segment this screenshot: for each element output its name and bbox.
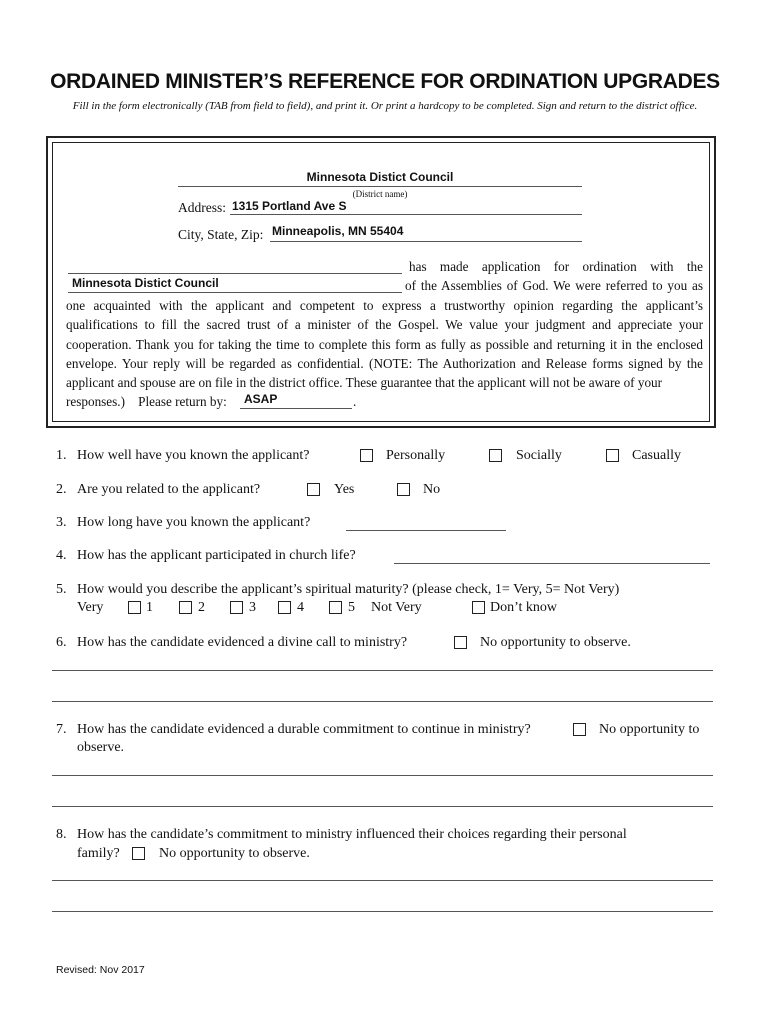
city-state-zip-line [270,241,582,242]
q8-text-cont: family? [77,846,120,861]
q3-text: How long have you known the applicant? [77,515,311,530]
q1-number: 1. [56,448,67,463]
q8-answer-line-1[interactable] [52,880,713,881]
application-text-2: of the Assemblies of God. We were referred to you as [405,278,703,293]
q1-casually-label: Casually [632,448,681,463]
q4-answer-line[interactable] [394,563,710,564]
q6-text: How has the candidate evidenced a divine call to ministry? [77,635,408,650]
q5-rating-1-checkbox[interactable] [128,601,141,614]
district-name-line [178,186,582,187]
q2-yes-label: Yes [334,482,355,497]
city-state-zip-label: City, State, Zip: [178,227,264,242]
q5-rating-2-checkbox[interactable] [179,601,192,614]
q8-answer-line-2[interactable] [52,911,713,912]
q8-no-opportunity-label: No opportunity to observe. [159,846,310,861]
q5-rating-3-label: 3 [249,600,256,615]
q5-not-very-label: Not Very [371,600,422,615]
q2-no-label: No [423,482,441,497]
application-text-1: has made application for ordination with the [409,259,703,274]
q5-rating-2-label: 2 [198,600,205,615]
address-label: Address: [178,200,226,215]
q4-text: How has the applicant participated in church life? [77,548,356,563]
q1-casually-checkbox[interactable] [606,449,619,462]
q6-no-opportunity-label: No opportunity to observe. [480,635,631,650]
q2-number: 2. [56,482,67,497]
q3-answer-line[interactable] [346,530,506,531]
q6-no-opportunity-checkbox[interactable] [454,636,467,649]
reference-paragraph: one acquainted with the applicant and competent to express a trustworthy opinion regarding the applicant’s qualifications to fill the sacred trust of a minister of the Gospel. We value your judgment and appreciate your cooperation. Thank you for taking the time to complete this form as fully as possible and returning it in the enclosed envelope. Your reply will be regarded as confidential. (NOTE: The Authorization and Release forms signed by the applicant and spouse are on file in the district office. These guarantee that the applicant will not be aware of your [66,298,703,391]
return-by-line [240,408,352,409]
applicant-name-line [68,273,402,274]
q5-dont-know-checkbox[interactable] [472,601,485,614]
address-field[interactable]: 1315 Portland Ave S [232,199,347,213]
q5-rating-4-checkbox[interactable] [278,601,291,614]
q5-text: How would you describe the applicant’s spiritual maturity? (please check, 1= Very, 5= Not Very) [77,582,620,597]
q4-number: 4. [56,548,67,563]
q1-personally-label: Personally [386,448,446,463]
q7-no-opportunity-checkbox[interactable] [573,723,586,736]
revision-note: Revised: Nov 2017 [56,964,145,976]
q8-text: How has the candidate’s commitment to ministry influenced their choices regarding their personal [77,827,627,842]
q2-no-checkbox[interactable] [397,483,410,496]
q5-rating-1-label: 1 [146,600,153,615]
return-by-period: . [353,394,357,409]
q6-answer-line-2[interactable] [52,701,713,702]
q1-text: How well have you known the applicant? [77,448,310,463]
q7-no-opportunity-label: No opportunity to [599,722,700,737]
q2-yes-checkbox[interactable] [307,483,320,496]
q5-very-label: Very [77,600,104,615]
q5-rating-3-checkbox[interactable] [230,601,243,614]
q8-number: 8. [56,827,67,842]
q6-number: 6. [56,635,67,650]
assemblies-line [68,292,402,293]
q7-number: 7. [56,722,67,737]
form-title: ORDAINED MINISTER’S REFERENCE FOR ORDINATION UPGRADES [50,70,720,93]
district-name-caption: (District name) [352,189,408,199]
q5-rating-4-label: 4 [297,600,304,615]
q1-personally-checkbox[interactable] [360,449,373,462]
q5-dont-know-label: Don’t know [490,600,558,615]
q7-no-opportunity-label-cont: observe. [77,740,125,755]
q5-rating-5-checkbox[interactable] [329,601,342,614]
q8-no-opportunity-checkbox[interactable] [132,847,145,860]
q3-number: 3. [56,515,67,530]
q1-socially-checkbox[interactable] [489,449,502,462]
q1-socially-label: Socially [516,448,562,463]
city-state-zip-field[interactable]: Minneapolis, MN 55404 [272,224,404,238]
q7-answer-line-2[interactable] [52,806,713,807]
form-instructions: Fill in the form electronically (TAB from field to field), and print it. Or print a hardcopy to be completed. Sign and return to the district office. [72,100,698,112]
q5-number: 5. [56,582,67,597]
address-line [230,214,582,215]
district-name-field[interactable]: Minnesota Distict Council [306,170,454,184]
return-by-label: responses.) Please return by: [66,394,227,409]
q2-text: Are you related to the applicant? [77,482,261,497]
return-by-field[interactable]: ASAP [244,392,278,406]
applicant-name-field[interactable]: Minnesota Distict Council [72,276,219,290]
q6-answer-line-1[interactable] [52,670,713,671]
q7-answer-line-1[interactable] [52,775,713,776]
q7-text: How has the candidate evidenced a durable commitment to continue in ministry? [77,722,531,737]
q5-rating-5-label: 5 [348,600,355,615]
